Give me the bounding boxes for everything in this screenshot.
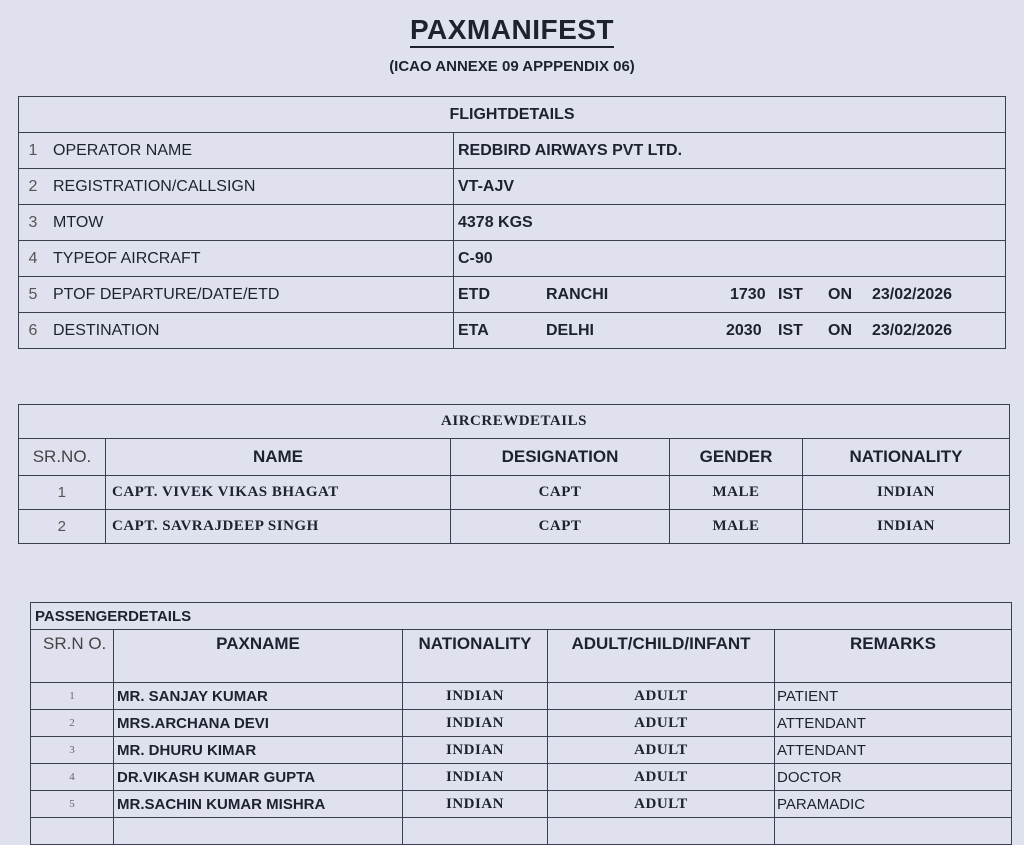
row-number: 3	[19, 205, 48, 241]
departure-on: ON	[828, 285, 852, 303]
pax-nationality: INDIAN	[403, 791, 548, 818]
row-label: MTOW	[47, 205, 454, 241]
row-value: VT-AJV	[454, 169, 1006, 205]
pax-category: ADULT	[548, 791, 775, 818]
pax-category: ADULT	[548, 764, 775, 791]
document-subtitle: (ICAO ANNEXE 09 APPPENDIX 06)	[389, 58, 635, 75]
row-number: 2	[19, 169, 48, 205]
destination-time: 2030	[726, 321, 762, 339]
flight-row-departure	[19, 277, 1006, 313]
passenger-details-table	[30, 602, 1012, 845]
flight-row	[19, 169, 1006, 205]
crew-name: CAPT. SAVRAJDEEP SINGH	[106, 510, 451, 544]
row-number: 6	[19, 313, 48, 349]
crew-gender: MALE	[670, 510, 803, 544]
departure-place: RANCHI	[546, 285, 609, 303]
flight-row-destination	[19, 313, 1006, 349]
pax-sr: 3	[31, 737, 114, 764]
departure-tz: IST	[778, 285, 803, 303]
table-row	[31, 683, 1012, 710]
crew-sr: 1	[19, 476, 106, 510]
table-row	[31, 710, 1012, 737]
table-row	[31, 791, 1012, 818]
pax-nationality: INDIAN	[403, 737, 548, 764]
row-label: TYPEOF AIRCRAFT	[47, 241, 454, 277]
pax-remarks: PARAMADIC	[775, 791, 1012, 818]
departure-date: 23/02/2026	[872, 285, 953, 303]
row-label: OPERATOR NAME	[47, 133, 454, 169]
row-number: 5	[19, 277, 48, 313]
crew-designation: CAPT	[451, 476, 670, 510]
pax-category: ADULT	[548, 683, 775, 710]
crew-nationality: INDIAN	[803, 510, 1010, 544]
pax-remarks: DOCTOR	[775, 764, 1012, 791]
crew-name: CAPT. VIVEK VIKAS BHAGAT	[106, 476, 451, 510]
row-label: REGISTRATION/CALLSIGN	[47, 169, 454, 205]
row-value: C-90	[454, 241, 1006, 277]
pax-nationality: INDIAN	[403, 710, 548, 737]
row-label: PTOF DEPARTURE/DATE/ETD	[47, 277, 454, 313]
table-row	[19, 476, 1010, 510]
col-name: NAME	[106, 439, 451, 476]
pax-category: ADULT	[548, 737, 775, 764]
row-value: 4378 KGS	[454, 205, 1006, 241]
pax-sr: 1	[31, 683, 114, 710]
crew-sr: 2	[19, 510, 106, 544]
aircrew-details-table	[18, 404, 1010, 544]
pax-remarks: PATIENT	[775, 683, 1012, 710]
pax-name: MR. DHURU KIMAR	[114, 737, 403, 764]
pax-name: MR. SANJAY KUMAR	[114, 683, 403, 710]
pax-sr: 4	[31, 764, 114, 791]
table-row	[31, 764, 1012, 791]
etd-tag: ETD	[458, 285, 490, 303]
flight-row	[19, 133, 1006, 169]
aircrew-details-header: AIRCREWDETAILS	[19, 405, 1010, 439]
row-value: REDBIRD AIRWAYS PVT LTD.	[454, 133, 1006, 169]
crew-designation: CAPT	[451, 510, 670, 544]
pax-sr: 5	[31, 791, 114, 818]
pax-sr: 2	[31, 710, 114, 737]
pax-name: MRS.ARCHANA DEVI	[114, 710, 403, 737]
table-row	[19, 510, 1010, 544]
pax-remarks: ATTENDANT	[775, 710, 1012, 737]
col-category: ADULT/CHILD/INFANT	[548, 630, 775, 683]
flight-details-header: FLIGHTDETAILS	[19, 97, 1006, 133]
pax-nationality: INDIAN	[403, 764, 548, 791]
table-row	[31, 737, 1012, 764]
destination-date: 23/02/2026	[872, 321, 953, 339]
pax-nationality: INDIAN	[403, 683, 548, 710]
col-nationality: NATIONALITY	[803, 439, 1010, 476]
pax-column-headers	[31, 630, 1012, 683]
flight-details-table	[18, 96, 1006, 349]
flight-row	[19, 241, 1006, 277]
passenger-details-header: PASSENGERDETAILS	[31, 603, 1012, 630]
eta-tag: ETA	[458, 321, 489, 339]
empty-row	[31, 818, 1012, 845]
departure-time: 1730	[730, 285, 766, 303]
col-remarks: REMARKS	[775, 630, 1012, 683]
crew-nationality: INDIAN	[803, 476, 1010, 510]
row-number: 1	[19, 133, 48, 169]
destination-place: DELHI	[546, 321, 594, 339]
flight-row	[19, 205, 1006, 241]
destination-on: ON	[828, 321, 852, 339]
pax-remarks: ATTENDANT	[775, 737, 1012, 764]
row-number: 4	[19, 241, 48, 277]
crew-column-headers	[19, 439, 1010, 476]
pax-name: DR.VIKASH KUMAR GUPTA	[114, 764, 403, 791]
col-gender: GENDER	[670, 439, 803, 476]
col-nationality: NATIONALITY	[403, 630, 548, 683]
col-sr-no: SR.NO.	[19, 439, 106, 476]
pax-name: MR.SACHIN KUMAR MISHRA	[114, 791, 403, 818]
crew-gender: MALE	[670, 476, 803, 510]
col-sr-no: SR.N O.	[31, 630, 114, 683]
row-label: DESTINATION	[47, 313, 454, 349]
destination-tz: IST	[778, 321, 803, 339]
pax-category: ADULT	[548, 710, 775, 737]
document-title: PAXMANIFEST	[0, 14, 1024, 46]
col-paxname: PAXNAME	[114, 630, 403, 683]
col-designation: DESIGNATION	[451, 439, 670, 476]
